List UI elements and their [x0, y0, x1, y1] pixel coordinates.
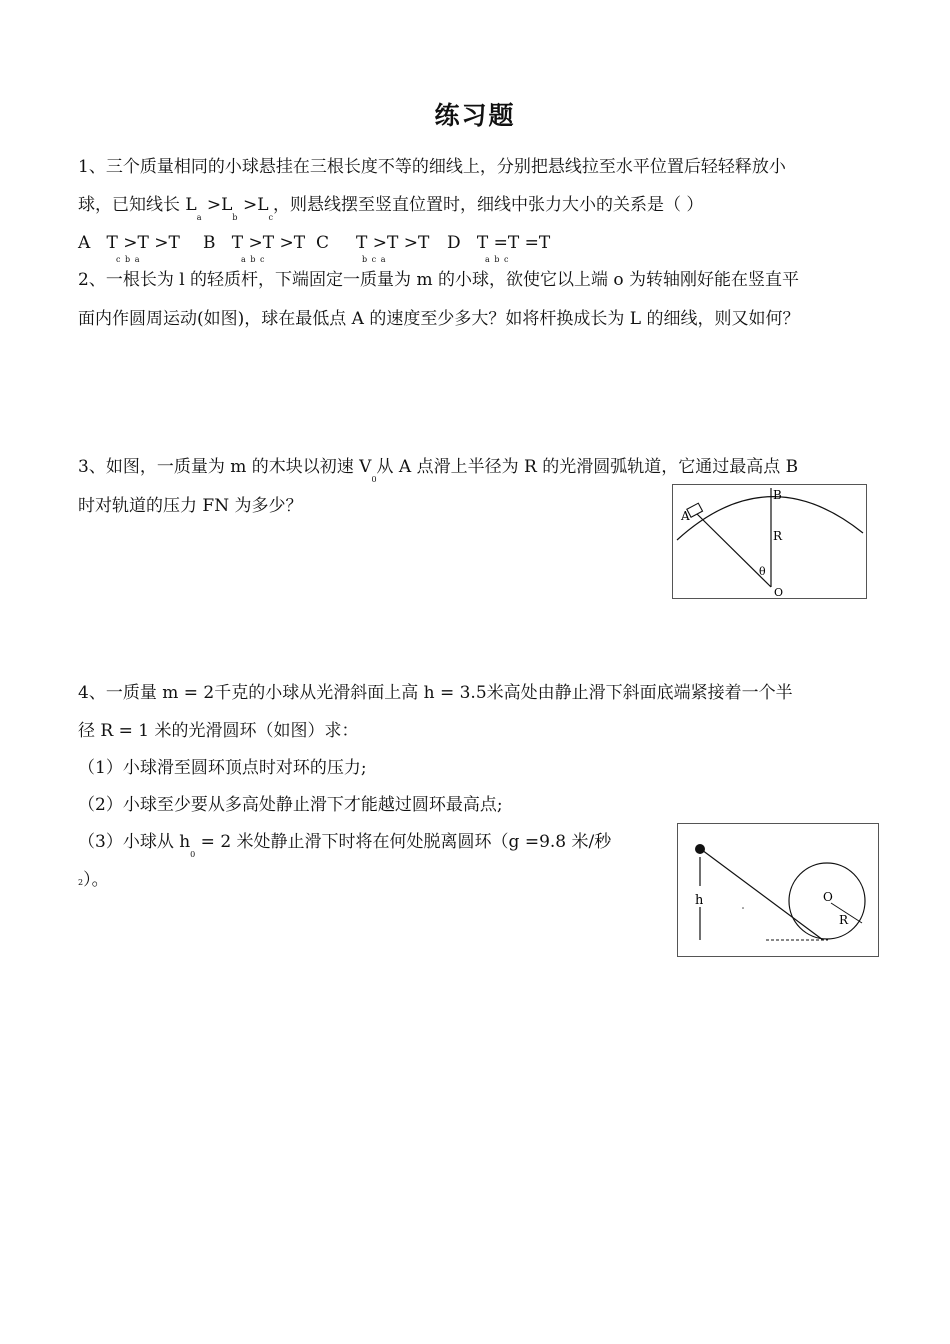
q3-line2: 时对轨道的压力 FN 为多少？ — [78, 496, 303, 516]
q3-label-r: R — [773, 529, 783, 543]
q2-line2: 面内作圆周运动(如图)，球在最低点 A 的速度至少多大？如将杆换成长为 L 的细线，则又如何？ — [78, 309, 800, 329]
q3-label-b: B — [773, 488, 782, 502]
q3-label-o: O — [774, 586, 784, 598]
q1-option-b-subs: a b c — [241, 255, 266, 264]
q4-dot — [742, 907, 744, 909]
q1-option-c-subs: b c a — [362, 255, 387, 264]
q4-line1: 4、一质量 m = 2千克的小球从光滑斜面上高 h = 3.5米高处由静止滑下斜面底端紧接着一个半 — [78, 683, 793, 703]
q3-label-theta: θ — [759, 565, 766, 578]
q3-line1: 3、如图，一质量为 m 的木块以初速 $V_0$从 A 点滑上半径为 R 的光滑圆弧轨道，它通过最高点 B — [78, 457, 799, 484]
q4-label-r: R — [839, 913, 849, 927]
q4-part2: （2）小球至少要从多高处静止滑下才能越过圆环最高点; — [78, 795, 503, 815]
q3-figure — [672, 484, 867, 599]
q1-line2: 球，已知线长 $L_a >L_b >L_c$，则悬线摆至竖直位置时，细线中张力大小的关系是（ ） — [78, 195, 704, 222]
q4-figure — [677, 823, 879, 957]
q1-option-d: D T =T =T a b c — [447, 233, 550, 253]
q1-option-c: C T >T >T b c a — [316, 233, 429, 253]
page-title: 练习题 — [434, 101, 516, 130]
q4-incline — [702, 850, 823, 940]
q1-option-b: B T >T >T a b c — [203, 233, 305, 253]
q4-ball — [695, 844, 705, 854]
q4-part1: （1）小球滑至圆环顶点时对环的压力; — [78, 758, 367, 778]
q3-arc-track — [677, 497, 863, 540]
q1-option-d-subs: a b c — [485, 255, 510, 264]
q1-option-a-subs: c b a — [116, 255, 141, 264]
q1-option-a: A T >T >T c b a — [78, 233, 180, 253]
q4-label-o: O — [823, 890, 833, 904]
q1-line1: 1、三个质量相同的小球悬挂在三根长度不等的细线上，分别把悬线拉至水平位置后轻轻释放小 — [78, 157, 786, 177]
q4-part3: （3）小球从 $h_0 = 2$ 米处静止滑下时将在何处脱离圆环（g =9.8 米/秒 — [78, 832, 612, 859]
q4-line2: 径 R = 1 米的光滑圆环（如图）求： — [78, 721, 359, 741]
q3-label-a: A — [681, 509, 690, 523]
q4-part3-end: 2）。 — [78, 870, 109, 890]
q2-line1: 2、一根长为 l 的轻质杆，下端固定一质量为 m 的小球，欲使它以上端 o 为转轴刚好能在竖直平 — [78, 270, 800, 290]
q4-label-h: h — [695, 893, 704, 908]
